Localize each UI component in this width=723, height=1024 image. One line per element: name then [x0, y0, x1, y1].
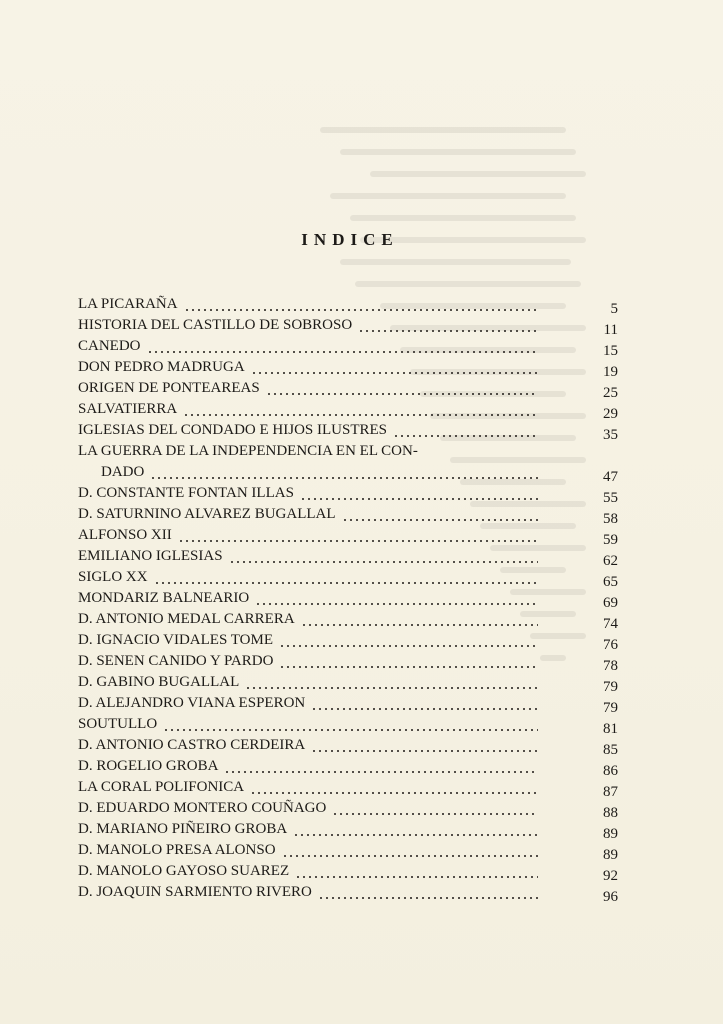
- toc-entry-title: D. JOAQUIN SARMIENTO RIVERO: [78, 884, 312, 900]
- dot-leader: [250, 792, 538, 794]
- toc-entry-title: D. ANTONIO MEDAL CARRERA: [78, 611, 295, 627]
- toc-entry-page-number: 89: [603, 847, 618, 863]
- toc-entry-page-number: 11: [603, 322, 618, 338]
- toc-entry: [78, 693, 618, 714]
- toc-entry-page-number: 29: [603, 406, 618, 422]
- toc-entry: [78, 777, 618, 798]
- toc-entry-title: CANEDO: [78, 338, 141, 354]
- toc-entry-page-number: 96: [603, 889, 618, 905]
- dot-leader: [300, 498, 538, 500]
- toc-entry: [78, 357, 618, 378]
- dot-leader: [251, 372, 538, 374]
- toc-entry: [78, 861, 618, 882]
- toc-entry-title: SIGLO XX: [78, 569, 148, 585]
- toc-entry: [78, 714, 618, 735]
- toc-entry-page-number: 55: [603, 490, 618, 506]
- toc-entry-page-number: 47: [603, 469, 618, 485]
- toc-entry-title: D. ALEJANDRO VIANA ESPERON: [78, 695, 306, 711]
- table-of-contents: [78, 294, 618, 903]
- toc-entry-page-number: 89: [603, 826, 618, 842]
- dot-leader: [358, 330, 538, 332]
- dot-leader: [183, 414, 538, 416]
- toc-entry-page-number: 5: [610, 301, 618, 317]
- dot-leader: [266, 393, 538, 395]
- toc-entry-title: D. ANTONIO CASTRO CERDEIRA: [78, 737, 306, 753]
- dot-leader: [295, 876, 538, 878]
- dot-leader: [332, 813, 538, 815]
- index-heading: INDICE: [301, 230, 399, 249]
- toc-entry: [78, 735, 618, 756]
- toc-entry: [78, 672, 618, 693]
- toc-entry-title: IGLESIAS DEL CONDADO E HIJOS ILUSTRES: [78, 422, 388, 438]
- toc-entry: [78, 882, 618, 903]
- toc-entry: [78, 630, 618, 651]
- toc-entry-page-number: 35: [603, 427, 618, 443]
- toc-entry-title-continuation: DADO: [101, 464, 145, 480]
- toc-entry-page-number: 76: [603, 637, 618, 653]
- toc-entry-page-number: 69: [603, 595, 618, 611]
- dot-leader: [163, 729, 538, 731]
- toc-entry: [78, 504, 618, 525]
- toc-entry-title: DON PEDRO MADRUGA: [78, 359, 245, 375]
- dot-leader: [150, 477, 538, 479]
- toc-entry-title: LA PICARAÑA: [78, 296, 178, 312]
- toc-entry-page-number: 19: [603, 364, 618, 380]
- toc-entry-title: SALVATIERRA: [78, 401, 178, 417]
- toc-entry-page-number: 74: [603, 616, 618, 632]
- toc-entry: [78, 483, 618, 504]
- dot-leader: [279, 666, 538, 668]
- toc-entry-title: ALFONSO XII: [78, 527, 172, 543]
- dot-leader: [342, 519, 538, 521]
- toc-entry-page-number: 78: [603, 658, 618, 674]
- toc-entry-title: D. MARIANO PIÑEIRO GROBA: [78, 821, 288, 837]
- toc-entry-title: D. ROGELIO GROBA: [78, 758, 219, 774]
- dot-leader: [178, 540, 538, 542]
- dot-leader: [255, 603, 538, 605]
- dot-leader: [279, 645, 538, 647]
- toc-entry: [78, 336, 618, 357]
- toc-entry-page-number: 59: [603, 532, 618, 548]
- dot-leader: [154, 582, 538, 584]
- dot-leader: [184, 309, 538, 311]
- toc-entry: [78, 588, 618, 609]
- toc-entry-page-number: 87: [603, 784, 618, 800]
- toc-entry: [78, 798, 618, 819]
- toc-entry-page-number: 65: [603, 574, 618, 590]
- toc-entry-page-number: 25: [603, 385, 618, 401]
- toc-entry-title: LA GUERRA DE LA INDEPENDENCIA EN EL CON-: [78, 443, 418, 459]
- toc-entry-title: D. CONSTANTE FONTAN ILLAS: [78, 485, 294, 501]
- toc-entry-title: HISTORIA DEL CASTILLO DE SOBROSO: [78, 317, 353, 333]
- toc-entry-title: D. GABINO BUGALLAL: [78, 674, 240, 690]
- dot-leader: [301, 624, 538, 626]
- toc-entry: [78, 546, 618, 567]
- toc-entry: [78, 609, 618, 630]
- toc-entry-page-number: 79: [603, 700, 618, 716]
- toc-entry-title: LA CORAL POLIFONICA: [78, 779, 245, 795]
- toc-entry-title: MONDARIZ BALNEARIO: [78, 590, 250, 606]
- toc-entry-page-number: 88: [603, 805, 618, 821]
- toc-entry: [78, 315, 618, 336]
- toc-entry: [78, 399, 618, 420]
- toc-entry: [78, 819, 618, 840]
- toc-entry-title: D. MANOLO PRESA ALONSO: [78, 842, 276, 858]
- toc-entry-page-number: 81: [603, 721, 618, 737]
- dot-leader: [229, 561, 538, 563]
- dot-leader: [318, 897, 538, 899]
- toc-entry: [78, 441, 618, 483]
- toc-entry: [78, 840, 618, 861]
- toc-entry-title: ORIGEN DE PONTEAREAS: [78, 380, 260, 396]
- dot-leader: [293, 834, 538, 836]
- dot-leader: [147, 351, 539, 353]
- toc-entry: [78, 420, 618, 441]
- toc-entry: [78, 567, 618, 588]
- toc-entry-page-number: 58: [603, 511, 618, 527]
- toc-entry-title: EMILIANO IGLESIAS: [78, 548, 223, 564]
- toc-entry-title: D. SENEN CANIDO Y PARDO: [78, 653, 274, 669]
- dot-leader: [311, 708, 538, 710]
- toc-entry: [78, 294, 618, 315]
- toc-entry-page-number: 62: [603, 553, 618, 569]
- dot-leader: [311, 750, 538, 752]
- toc-entry-page-number: 85: [603, 742, 618, 758]
- toc-entry: [78, 378, 618, 399]
- toc-entry-title: SOUTULLO: [78, 716, 158, 732]
- toc-entry-page-number: 92: [603, 868, 618, 884]
- dot-leader: [224, 771, 538, 773]
- toc-entry: [78, 651, 618, 672]
- dot-leader: [245, 687, 538, 689]
- toc-entry-title: D. SATURNINO ALVAREZ BUGALLAL: [78, 506, 336, 522]
- toc-entry: [78, 756, 618, 777]
- dot-leader: [393, 435, 538, 437]
- toc-entry-page-number: 15: [603, 343, 618, 359]
- toc-entry-title: D. EDUARDO MONTERO COUÑAGO: [78, 800, 327, 816]
- dot-leader: [282, 855, 538, 857]
- toc-entry-page-number: 79: [603, 679, 618, 695]
- toc-entry-page-number: 86: [603, 763, 618, 779]
- toc-entry-title: D. IGNACIO VIDALES TOME: [78, 632, 273, 648]
- toc-entry-title: D. MANOLO GAYOSO SUAREZ: [78, 863, 290, 879]
- toc-entry: [78, 525, 618, 546]
